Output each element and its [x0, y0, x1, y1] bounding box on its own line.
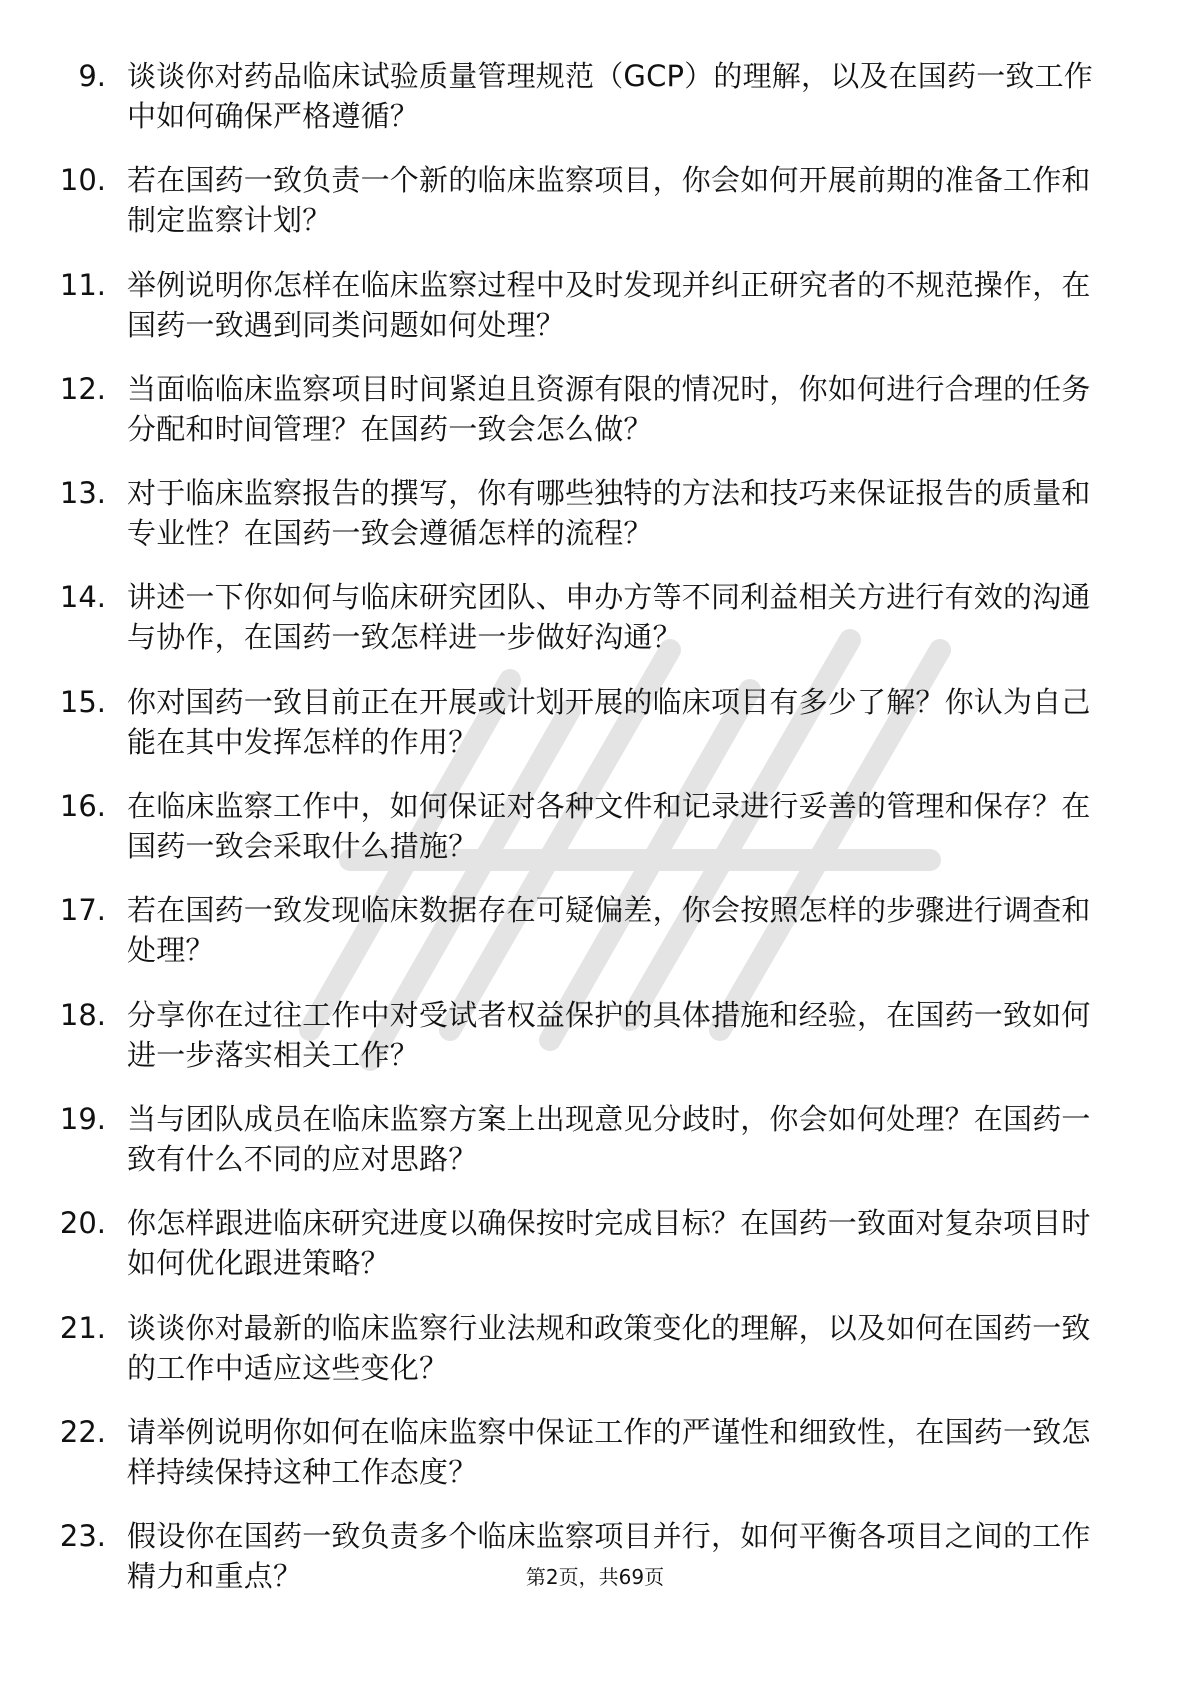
question-text: 讲述一下你如何与临床研究团队、申办方等不同利益相关方进行有效的沟通与协作，在国药一致怎样进一步做好沟通？ [127, 580, 1091, 655]
question-number: 13. [59, 476, 106, 511]
question-item [0, 160, 1190, 264]
question-number: 16. [59, 789, 106, 824]
question-text: 当与团队成员在临床监察方案上出现意见分歧时，你会如何处理？在国药一致有什么不同的应对思路？ [127, 1101, 1091, 1176]
question-item [0, 890, 1190, 994]
question-number: 9. [78, 59, 106, 93]
question-text: 你怎样跟进临床研究进度以确保按时完成目标？在国药一致面对复杂项目时如何优化跟进策略？ [127, 1206, 1091, 1281]
question-number: 12. [59, 371, 106, 406]
question-number: 11. [59, 267, 106, 302]
question-number: 17. [59, 893, 106, 928]
question-item [0, 265, 1190, 369]
question-item [0, 56, 1190, 160]
question-text: 请举例说明你如何在临床监察中保证工作的严谨性和细致性，在国药一致怎样持续保持这种工作态度？ [127, 1414, 1091, 1489]
question-item [0, 577, 1190, 681]
question-text: 对于临床监察报告的撰写，你有哪些独特的方法和技巧来保证报告的质量和专业性？在国药一致会遵循怎样的流程？ [127, 476, 1091, 551]
question-number: 21. [59, 1310, 106, 1345]
question-item [0, 473, 1190, 577]
question-number: 14. [59, 580, 106, 615]
question-text: 若在国药一致负责一个新的临床监察项目，你会如何开展前期的准备工作和制定监察计划？ [127, 163, 1091, 238]
question-number: 23. [59, 1519, 106, 1554]
question-item [0, 1203, 1190, 1307]
question-text: 谈谈你对药品临床试验质量管理规范（GCP）的理解，以及在国药一致工作中如何确保严格遵循？ [127, 59, 1094, 133]
question-item [0, 1308, 1190, 1412]
question-number: 19. [59, 1101, 106, 1136]
question-number: 18. [59, 997, 106, 1032]
question-text: 若在国药一致发现临床数据存在可疑偏差，你会按照怎样的步骤进行调查和处理？ [127, 893, 1091, 968]
question-list [0, 56, 1190, 1620]
page-number-label: 第2页，共69页 [525, 1565, 665, 1589]
question-number: 10. [59, 163, 106, 198]
question-item [0, 786, 1190, 890]
question-text: 在临床监察工作中，如何保证对各种文件和记录进行妥善的管理和保存？在国药一致会采取什么措施？ [127, 789, 1091, 864]
question-item [0, 995, 1190, 1099]
question-item [0, 1412, 1190, 1516]
page-footer [0, 1563, 1190, 1591]
question-text: 分享你在过往工作中对受试者权益保护的具体措施和经验，在国药一致如何进一步落实相关工作？ [127, 997, 1091, 1072]
question-number: 22. [59, 1414, 106, 1449]
question-number: 15. [59, 684, 106, 719]
question-text: 假设你在国药一致负责多个临床监察项目并行，如何平衡各项目之间的工作精力和重点？ [127, 1519, 1091, 1594]
question-text: 谈谈你对最新的临床监察行业法规和政策变化的理解，以及如何在国药一致的工作中适应这些变化？ [127, 1310, 1091, 1385]
question-item [0, 682, 1190, 786]
question-text: 举例说明你怎样在临床监察过程中及时发现并纠正研究者的不规范操作，在国药一致遇到同类问题如何处理？ [127, 267, 1091, 342]
question-number: 20. [59, 1206, 106, 1241]
question-item [0, 1099, 1190, 1203]
question-text: 当面临临床监察项目时间紧迫且资源有限的情况时，你如何进行合理的任务分配和时间管理？在国药一致会怎么做？ [127, 371, 1091, 446]
question-item [0, 369, 1190, 473]
question-text: 你对国药一致目前正在开展或计划开展的临床项目有多少了解？你认为自己能在其中发挥怎样的作用？ [127, 684, 1091, 759]
